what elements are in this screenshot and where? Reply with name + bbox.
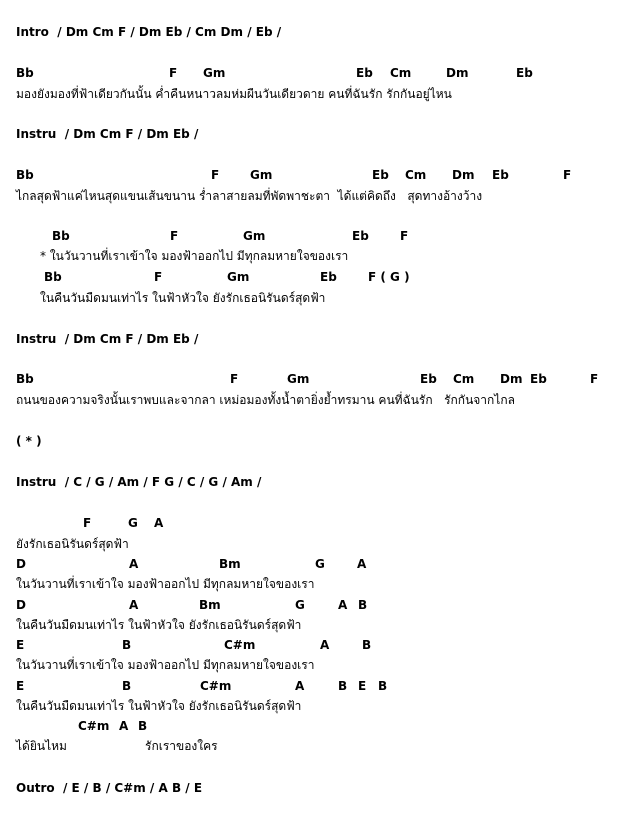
chord-row [0, 227, 620, 245]
chord-row [0, 268, 620, 286]
lyric-line: ยังรักเธอนิรันดร์สุดฟ้า [16, 537, 129, 551]
chord: F [563, 168, 572, 182]
chord: Eb [352, 229, 369, 243]
instru-line: Instru / C / G / Am / F G / C / G / Am / [16, 475, 262, 489]
chord: E [16, 638, 25, 652]
chord: Cm [405, 168, 427, 182]
chord: Gm [227, 270, 250, 284]
lyric-line: ในคืนวันมืดมนเท่าไร ในฟ้าหัวใจ ยังรักเธอนิรันดร์สุดฟ้า [16, 618, 302, 632]
repeat-mark: ( * ) [16, 434, 42, 448]
chord: C#m [224, 638, 256, 652]
chord: Gm [250, 168, 273, 182]
chord: Gm [243, 229, 266, 243]
chord: A [357, 557, 367, 571]
chord-row [0, 677, 620, 695]
chord-row [0, 636, 620, 654]
chord: B [378, 679, 388, 693]
chord-row [0, 166, 620, 184]
chord-row [0, 717, 620, 735]
chord: Dm [446, 66, 469, 80]
chord: A [119, 719, 129, 733]
chord: F ( G ) [368, 270, 410, 284]
lyric-fragment: รักเราของใคร [145, 739, 218, 753]
chord: Eb [516, 66, 533, 80]
chord: Dm [500, 372, 523, 386]
chord: F [230, 372, 239, 386]
chord: Eb [372, 168, 389, 182]
chord: Eb [420, 372, 437, 386]
chord-row [0, 370, 620, 388]
chord: Cm [390, 66, 412, 80]
lyric-line [0, 737, 620, 755]
lyric-line: ในคืนวันมืดมนเท่าไร ในฟ้าหัวใจ ยังรักเธอนิรันดร์สุดฟ้า [40, 291, 326, 305]
chord: F [211, 168, 220, 182]
chord: Dm [452, 168, 475, 182]
chord-row [0, 514, 620, 532]
chord: A [129, 557, 139, 571]
chord: G [315, 557, 325, 571]
chord: B [338, 679, 348, 693]
instru-line: Instru / Dm Cm F / Dm Eb / [16, 127, 199, 141]
chord: Eb [356, 66, 373, 80]
chord: B [122, 679, 132, 693]
chord: D [16, 598, 26, 612]
chord: B [362, 638, 372, 652]
chord: Gm [287, 372, 310, 386]
chord: G [295, 598, 305, 612]
chord: F [170, 229, 179, 243]
chord: B [122, 638, 132, 652]
chord: F [590, 372, 599, 386]
intro-line: Intro / Dm Cm F / Dm Eb / Cm Dm / Eb / [16, 25, 282, 39]
chord: F [400, 229, 409, 243]
chord: B [358, 598, 368, 612]
lyric-line: ถนนของความจริงนั้นเราพบและจากลา เหม่อมองทั้งน้ำตายิ่งย้ำทรมาน คนที่ฉันรัก รักกันจากไกล [16, 393, 515, 407]
chord: D [16, 557, 26, 571]
lyric-fragment: ได้ยินไหม [16, 739, 67, 753]
chord: Eb [492, 168, 509, 182]
chord-row [0, 596, 620, 614]
chord: E [16, 679, 25, 693]
instru-line: Instru / Dm Cm F / Dm Eb / [16, 332, 199, 346]
chord: B [138, 719, 148, 733]
chord: Cm [453, 372, 475, 386]
outro-line: Outro / E / B / C#m / A B / E [16, 781, 203, 795]
lyric-line: ไกลสุดฟ้าแค่ไหนสุดแขนเส้นขนาน ร่ำลาสายลมที่พัดพาชะตา ได้แต่คิดถึง สุดทางอ้างว้าง [16, 189, 483, 203]
chord: A [320, 638, 330, 652]
chord: F [154, 270, 163, 284]
chord: Bb [16, 372, 34, 386]
chord: Gm [203, 66, 226, 80]
lyric-line: ในวันวานที่เราเข้าใจ มองฟ้าออกไป มีทุกลมหายใจของเรา [16, 577, 315, 591]
chord-row [0, 555, 620, 573]
chord: Bb [52, 229, 70, 243]
chord: A [338, 598, 348, 612]
chord: A [295, 679, 305, 693]
chord: G [128, 516, 138, 530]
chord: Bm [199, 598, 221, 612]
chord: Bb [16, 168, 34, 182]
lyric-line: ในวันวานที่เราเข้าใจ มองฟ้าออกไป มีทุกลมหายใจของเรา [16, 658, 315, 672]
chord: Eb [320, 270, 337, 284]
chord: Bm [219, 557, 241, 571]
chord: F [83, 516, 92, 530]
lyric-line: มองยังมองที่ฟ้าเดียวกันนั้น ค่ำคืนหนาวลมห่มผืนวันเดียวดาย คนที่ฉันรัก รักกันอยู่ไหน [16, 87, 452, 101]
chord: C#m [78, 719, 110, 733]
lyric-line: * ในวันวานที่เราเข้าใจ มองฟ้าออกไป มีทุกลมหายใจของเรา [40, 249, 349, 263]
chord-row [0, 64, 620, 82]
chord: Eb [530, 372, 547, 386]
chord: A [129, 598, 139, 612]
chord: F [169, 66, 178, 80]
chord: Bb [44, 270, 62, 284]
chord: E [358, 679, 367, 693]
chord: C#m [200, 679, 232, 693]
chord: A [154, 516, 164, 530]
lyric-line: ในคืนวันมืดมนเท่าไร ในฟ้าหัวใจ ยังรักเธอนิรันดร์สุดฟ้า [16, 699, 302, 713]
chord: Bb [16, 66, 34, 80]
